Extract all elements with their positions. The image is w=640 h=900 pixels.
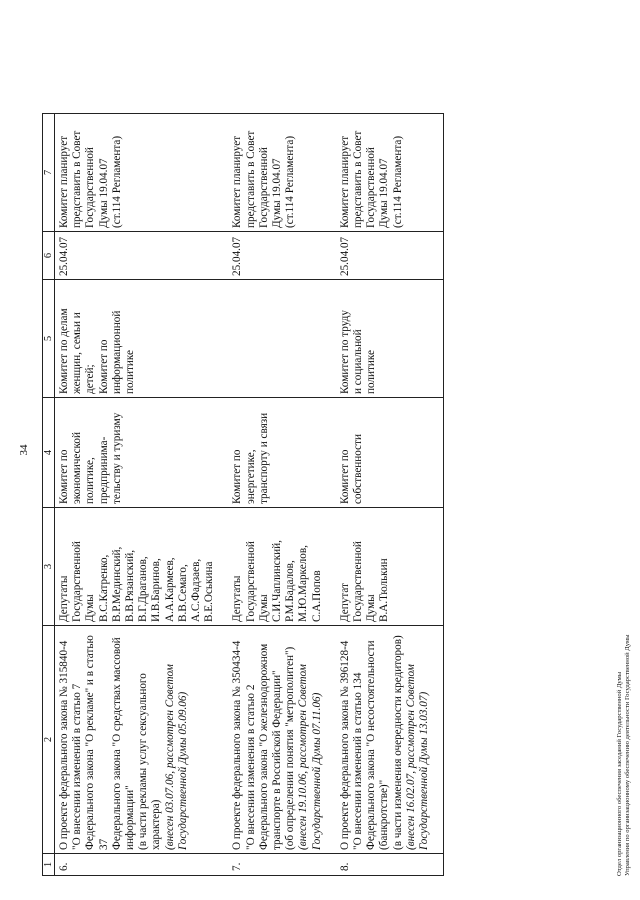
cell-line: Комитет по [231, 449, 244, 504]
cell-line: Комитет по [58, 449, 70, 504]
cell-line: В.Р.Мединский, [110, 546, 123, 622]
column-number-row [43, 114, 55, 876]
cell-line: С.А.Попов [310, 570, 323, 622]
cell-line: (ст.114 Регламента) [110, 135, 123, 228]
column-header: 1 [43, 854, 55, 876]
authors-cell [228, 508, 335, 626]
cell-line: Государственной Думы 07.11.06) [310, 692, 323, 850]
cell-line: Комитет планирует [58, 135, 70, 228]
authors-cell [55, 508, 229, 626]
plan-cell [336, 114, 444, 232]
row-number: 6. [55, 854, 229, 876]
cell-line: экономической [71, 432, 84, 504]
cell-line: Государственной [71, 541, 84, 622]
cell-line: Комитет по [338, 449, 351, 504]
cell-line: В.Г.Драганов, [137, 556, 150, 622]
cell-line: (внесен 03.07.06, рассмотрен Советом [163, 664, 176, 850]
cell-line: (в части изменения очередности кредиторов) [391, 635, 404, 850]
cell-line: информационной [110, 310, 123, 394]
cell-line: Федерального закона "О рекламе" и в статью 37 [84, 635, 110, 850]
cell-line: Государственной [365, 147, 378, 228]
cell-line: С.И.Чаплинский, [271, 540, 284, 622]
cell-line: (внесен 19.10.06, рассмотрен Советом [297, 664, 310, 850]
column-header: 4 [43, 398, 55, 508]
cell-line: В.А.Тюлькин [378, 558, 391, 622]
table-row [228, 114, 335, 876]
footer [616, 634, 632, 876]
cell-line: В.В.Рязанский, [124, 549, 137, 622]
cell-line: Федерального закона "О несостоятельности [365, 640, 378, 850]
co-executor-cell [336, 280, 444, 398]
cell-line: Думы 19.04.07 [271, 158, 284, 228]
cell-line: представить в Совет [244, 130, 257, 228]
cell-line: "О внесении изменений в статью 134 [352, 672, 365, 850]
column-header: 6 [43, 232, 55, 280]
cell-line: О проекте федерального закона № 315840-4 [58, 640, 70, 850]
cell-line: "О внесении изменения в статью 2 [244, 684, 257, 850]
table-row [336, 114, 444, 876]
date-cell: 25.04.07 [228, 232, 335, 280]
bill-title-cell [228, 626, 335, 854]
page-number: 34 [18, 444, 30, 456]
cell-line: Федерального закона "О железнодорожном [257, 643, 270, 850]
cell-line: Депутат [338, 583, 351, 622]
cell-line: А.А.Кармеев, [163, 557, 176, 622]
cell-line: Думы [257, 594, 270, 622]
cell-line: транспорте в Российской Федерации" [271, 670, 284, 850]
date-cell: 25.04.07 [55, 232, 229, 280]
cell-line: (в части рекламы услуг сексуального [137, 673, 150, 850]
cell-line: В.С.Катренко, [97, 554, 110, 622]
co-executor-cell [228, 280, 335, 398]
cell-line: характера) [150, 799, 163, 850]
row-number: 7. [228, 854, 335, 876]
cell-line: Федерального закона "О средствах массовой [110, 637, 123, 850]
cell-line: Государственной Думы 05.09.06) [176, 691, 189, 850]
authors-cell [336, 508, 444, 626]
cell-line: (об определении понятия "метрополитен") [284, 646, 297, 850]
cell-line: Р.М.Бадалов, [284, 560, 297, 622]
cell-line: детей; [84, 364, 97, 394]
column-header: 7 [43, 114, 55, 232]
bills-table [42, 113, 444, 876]
footer-line: Управления по организационному обеспечению деятельности Государственной Думы [624, 634, 631, 876]
cell-line: Комитет по делам [58, 308, 70, 394]
cell-line: (внесен 16.02.07, рассмотрен Советом [404, 664, 417, 850]
cell-line: М.Ю.Маркелов, [297, 545, 310, 622]
cell-line: О проекте федерального закона № 350434-4 [231, 640, 244, 850]
committee-cell [336, 398, 444, 508]
cell-line: представить в Совет [352, 130, 365, 228]
cell-line: и социальной [352, 329, 365, 394]
co-executor-cell [55, 280, 229, 398]
cell-line: информации" [124, 785, 137, 850]
cell-line: И.В.Баринов, [150, 558, 163, 622]
cell-line: Депутаты [231, 575, 244, 622]
cell-line: представить в Совет [71, 130, 84, 228]
cell-line: политике [365, 349, 378, 394]
bill-title-cell [55, 626, 229, 854]
cell-line: энергетике, [244, 449, 257, 504]
cell-line: Думы 19.04.07 [378, 158, 391, 228]
cell-line: Комитет планирует [338, 135, 351, 228]
cell-line: женщин, семьи и [71, 312, 84, 394]
cell-line: Государственной [257, 147, 270, 228]
cell-line: (банкротстве)" [378, 779, 391, 850]
cell-line: Государственной [244, 541, 257, 622]
cell-line: В.Е.Оськина [203, 561, 216, 622]
cell-line: Государственной [352, 541, 365, 622]
row-number: 8. [336, 854, 444, 876]
cell-line: предпринима- [97, 436, 110, 504]
cell-line: Думы [84, 594, 97, 622]
committee-cell [55, 398, 229, 508]
cell-line: Думы [365, 594, 378, 622]
cell-line: (ст.114 Регламента) [284, 135, 297, 228]
cell-line: Комитет по труду [338, 310, 351, 394]
date-cell: 25.04.07 [336, 232, 444, 280]
cell-line: В.В.Семаго, [176, 564, 189, 622]
cell-line: О проекте федерального закона № 396128-4 [338, 640, 351, 850]
cell-line: политике [124, 349, 137, 394]
cell-line: Государственной [84, 147, 97, 228]
cell-line: (ст.114 Регламента) [391, 135, 404, 228]
footer-line: Отдел организационного обеспечения заседаний Государственной Думы [616, 671, 623, 876]
cell-line: собственности [352, 434, 365, 504]
column-header: 5 [43, 280, 55, 398]
cell-line: "О внесении изменений в статью 7 [71, 683, 84, 850]
committee-cell [228, 398, 335, 508]
plan-cell [55, 114, 229, 232]
cell-line: тельству и туризму [110, 412, 123, 504]
cell-line: политике, [84, 457, 97, 504]
column-header: 2 [43, 626, 55, 854]
cell-line: Государственной Думы 13.03.07) [418, 691, 431, 850]
cell-line: Комитет по [97, 339, 110, 394]
table-row [55, 114, 229, 876]
cell-line: Думы 19.04.07 [97, 158, 110, 228]
cell-line: Депутаты [58, 575, 70, 622]
cell-line: транспорту и связи [257, 412, 270, 504]
column-header: 3 [43, 508, 55, 626]
cell-line: Комитет планирует [231, 135, 244, 228]
plan-cell [228, 114, 335, 232]
bill-title-cell [336, 626, 444, 854]
cell-line: А.С.Фадзаев, [190, 558, 203, 622]
